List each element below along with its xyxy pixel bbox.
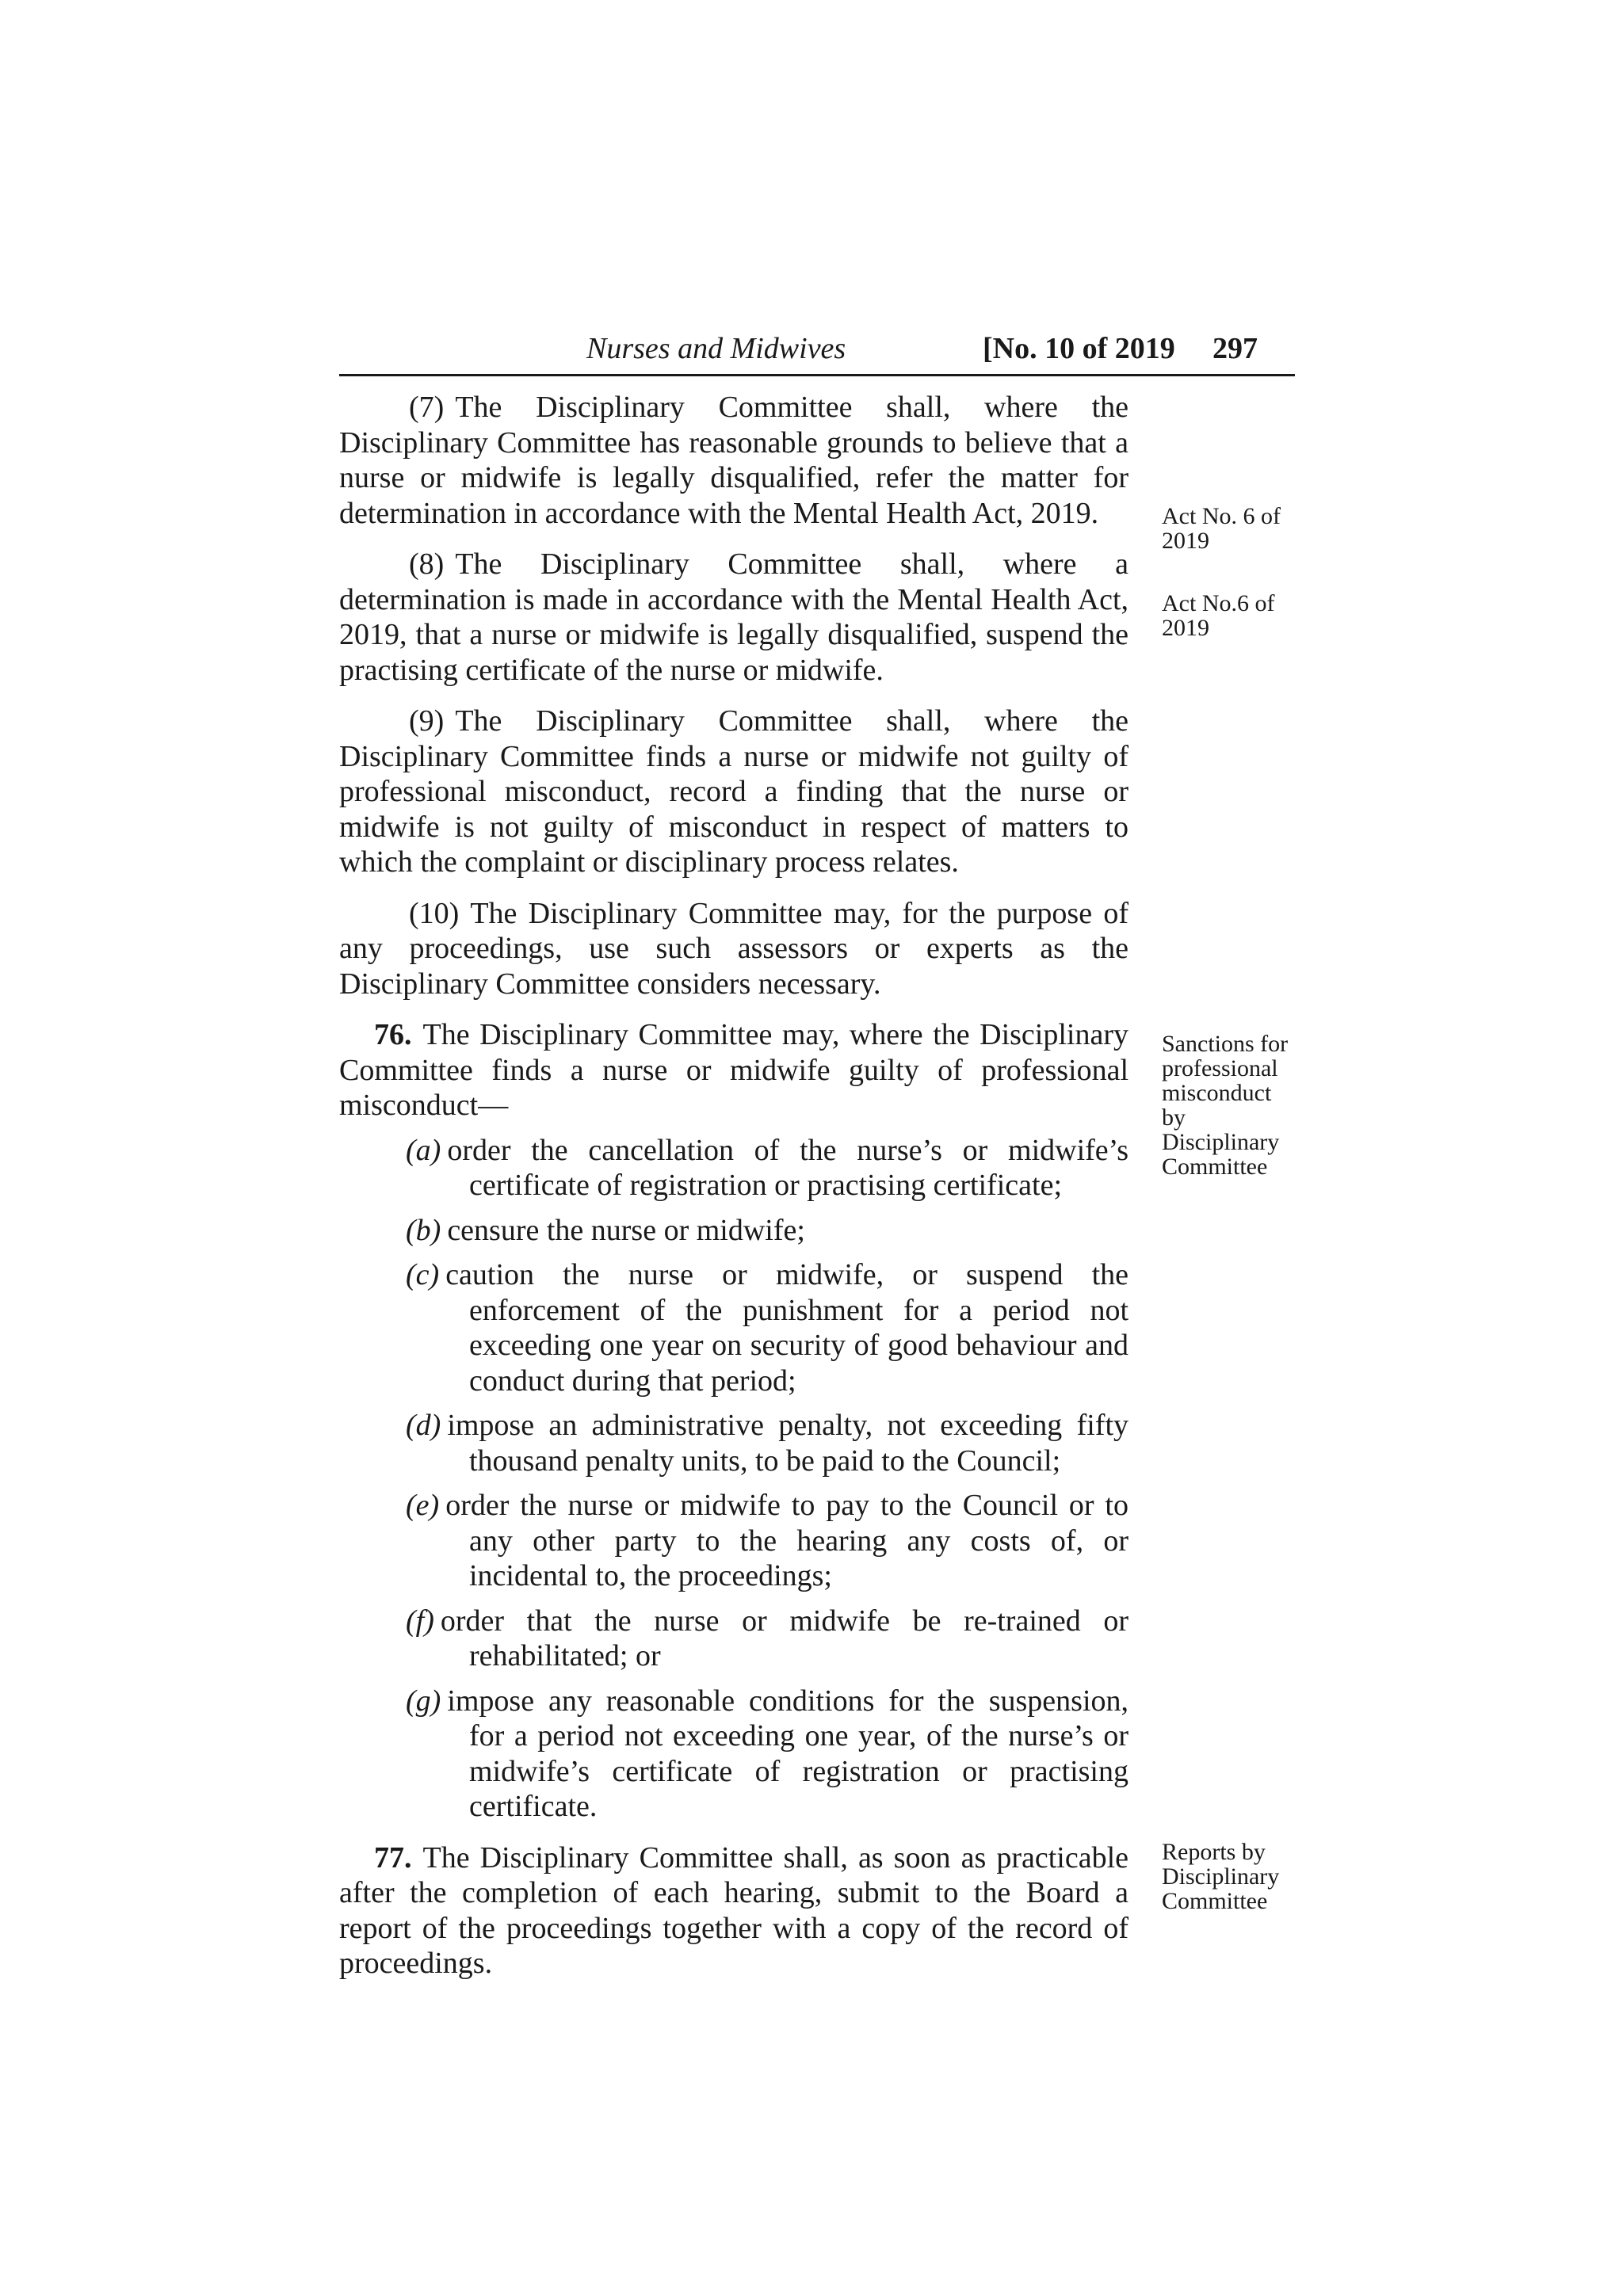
list-item: [339, 1684, 1128, 1825]
list-item: [339, 1213, 1128, 1249]
subsection-text: The Disciplinary Committee shall, where a determination is made in accordance with the Mental Health Act, 2019, that a nurse or midwife is legally disqualified, suspend the practising certificate of the nurse or midwife.: [339, 547, 1128, 687]
list-item: [339, 1257, 1128, 1398]
subsection-text: The Disciplinary Committee shall, where the Disciplinary Committee has reasonable grounds to believe that a nurse or midwife is legally disqualified, refer the matter for determination in accordance with the Mental Health Act, 2019.: [339, 391, 1128, 530]
subsection-7: [339, 390, 1128, 531]
list-item: [339, 1133, 1128, 1203]
item-label: (g): [406, 1684, 441, 1718]
body-text: [339, 390, 1128, 1997]
list-item: [339, 1488, 1128, 1594]
list-item: [339, 1604, 1128, 1674]
subsection-number: (9): [409, 704, 445, 738]
page-number: 297: [1212, 332, 1258, 365]
item-label: (a): [406, 1133, 441, 1167]
section-text: The Disciplinary Committee may, where the Disciplinary Committee finds a nurse or midwife guilty of professional misconduct—: [339, 1018, 1128, 1122]
margin-note-act-reference: Act No.6 of 2019: [1162, 590, 1275, 641]
margin-note-section-76: Sanctions for professional misconduct by Disciplinary Committee: [1162, 1031, 1289, 1180]
section-text: The Disciplinary Committee shall, as soon as practicable after the completion of each hearing, submit to the Board a report of the proceedings together with a copy of the record of proceedings.: [339, 1840, 1128, 1980]
section-number: 76.: [374, 1018, 412, 1051]
item-label: (b): [406, 1213, 441, 1247]
item-text: impose an administrative penalty, not exceeding fifty thousand penalty units, to be paid to the Council;: [447, 1409, 1128, 1478]
section-76-items: [339, 1133, 1128, 1825]
subsection-8: [339, 547, 1128, 688]
item-label: (d): [406, 1409, 441, 1442]
section-number: 77.: [374, 1840, 412, 1875]
item-text: caution the nurse or midwife, or suspend the enforcement of the punishment for a period not exceeding one year on security of good behaviour and conduct during that period;: [445, 1258, 1128, 1398]
item-label: (c): [406, 1258, 440, 1291]
item-text: order the cancellation of the nurse’s or midwife’s certificate of registration or practising certificate;: [447, 1133, 1128, 1202]
section-76-intro: [339, 1017, 1128, 1123]
margin-note-section-77: Reports by Disciplinary Committee: [1162, 1839, 1280, 1914]
header-title: Nurses and Midwives: [586, 332, 846, 365]
list-item: [339, 1408, 1128, 1478]
item-text: censure the nurse or midwife;: [447, 1213, 805, 1247]
subsection-text: The Disciplinary Committee may, for the purpose of any proceedings, use such assessors or experts as the Disciplinary Committee considers necessary.: [339, 896, 1128, 1001]
subsection-9: [339, 704, 1128, 880]
item-text: order that the nurse or midwife be re-trained or rehabilitated; or: [440, 1604, 1128, 1672]
item-label: (f): [406, 1604, 434, 1638]
subsection-number: (10): [409, 896, 460, 930]
running-header: [339, 326, 1295, 376]
item-text: order the nurse or midwife to pay to the Council or to any other party to the hearing any costs of, or incidental to, the proceedings;: [445, 1489, 1128, 1592]
item-text: impose any reasonable conditions for the suspension, for a period not exceeding one year, of the nurse’s or midwife’s certificate of registration or practising certificate.: [447, 1684, 1128, 1823]
subsection-number: (8): [409, 547, 445, 581]
subsection-number: (7): [409, 391, 445, 424]
margin-note-act-reference: Act No. 6 of 2019: [1162, 503, 1281, 554]
item-label: (e): [406, 1489, 440, 1522]
header-act-number: [No. 10 of 2019: [983, 332, 1175, 365]
subsection-10: [339, 896, 1128, 1002]
section-77: [339, 1840, 1128, 1981]
subsection-text: The Disciplinary Committee shall, where the Disciplinary Committee finds a nurse or midwife not guilty of professional misconduct, record a finding that the nurse or midwife is not guilty of misconduct in respect of matters to which the complaint or disciplinary process relates.: [339, 704, 1128, 879]
